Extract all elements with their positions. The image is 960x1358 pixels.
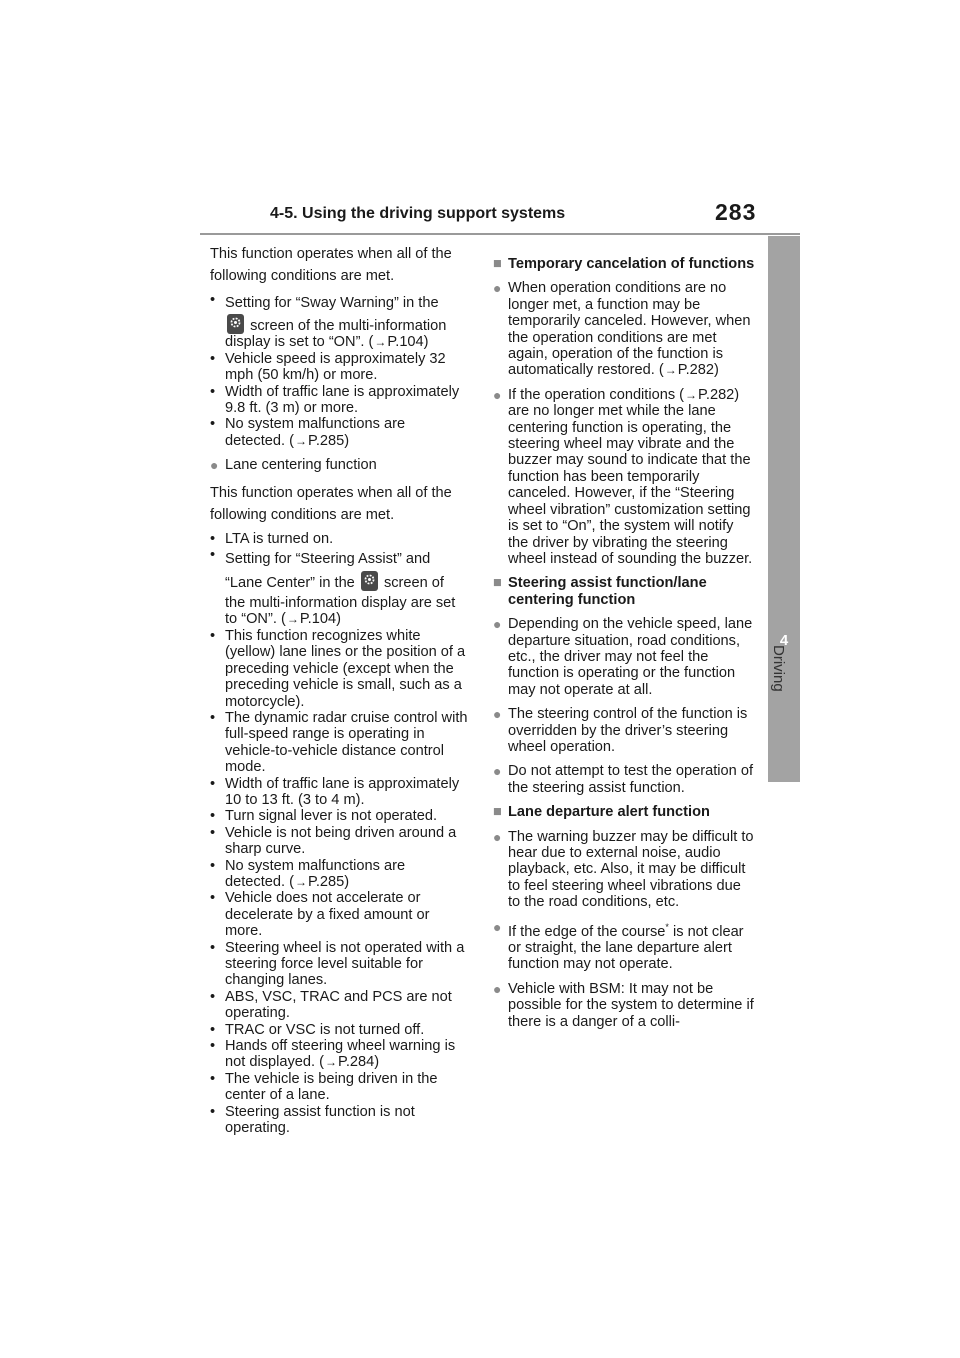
bullet-square-icon: ■ <box>493 256 502 272</box>
list-item: • This function recognizes white (yellow) lane lines or the position of a preceding vehicle (except when the preceding vehicle is small, such as a motorcycle). <box>210 627 466 710</box>
conditions-list-sway <box>210 292 468 449</box>
note-item: ● If the operation conditions (→P.282) are no longer met while the lane centering function is operating, the steering wheel may vibrate and the buzzer may sound to indicate that the function has been temporarily canceled. However, if the “Steering wheel vibration” customization setting is set to “On”, the system will notify the driver by vibrating the steering wheel instead of sounding the buzzer. <box>493 386 753 567</box>
list-item: • No system malfunctions are detected. (→P.285) <box>210 857 406 890</box>
list-item: • Width of traffic lane is approximately 10 to 13 ft. (3 to 4 m). <box>210 775 460 808</box>
heading-lane-departure-alert: ■ Lane departure alert function <box>493 804 710 821</box>
bullet-square-icon: ■ <box>493 575 502 592</box>
bullet-circle-icon: ● <box>493 280 502 297</box>
bullet-square-icon: ■ <box>493 804 502 821</box>
list-item: • Vehicle speed is approximately 32 mph (50 km/h) or more. <box>210 350 446 384</box>
list-item: • Setting for “Sway Warning” in the screen of the multi-information display is set to “ON”. (→P.104) <box>210 292 447 351</box>
footnote-asterisk: * <box>665 921 669 932</box>
gear-icon <box>361 571 378 591</box>
section-title: 4-5. Using the driving support systems <box>270 205 566 222</box>
bullet-circle-icon: ● <box>493 386 502 403</box>
note-item: ● Vehicle with BSM: It may not be possible for the system to determine if there is a danger of a colli- <box>493 980 754 1030</box>
bullet-circle-icon: ● <box>210 457 219 474</box>
left-column <box>210 243 468 1144</box>
list-item: • Vehicle is not being driven around a sharp curve. <box>210 824 457 858</box>
list-item: • Width of traffic lane is approximately 9.8 ft. (3 m) or more. <box>210 383 460 417</box>
bullet-circle-icon: ● <box>493 918 502 935</box>
header-rule <box>200 233 800 235</box>
list-item: • LTA is turned on. <box>210 530 334 547</box>
lane-centering-item: ● Lane centering function <box>210 457 377 474</box>
bullet-circle-icon: ● <box>493 980 502 997</box>
note-item: ● When operation conditions are no longer met, a function may be temporarily canceled. However, when the operation conditions are met again, operation of the function is automatically restored. (→P.282) <box>493 280 751 379</box>
page-header <box>200 199 800 235</box>
list-item: • TRAC or VSC is not turned off. <box>210 1021 425 1038</box>
list-item: • The dynamic radar cruise control with full-speed range is operating in vehicle-to-vehicle distance control mode. <box>210 709 468 776</box>
list-item: • Vehicle does not accelerate or decelerate by a fixed amount or more. <box>210 890 430 940</box>
list-item: • Steering assist function is not operating. <box>210 1103 415 1137</box>
list-item: • Hands off steering wheel warning is not displayed. (→P.284) <box>210 1038 456 1071</box>
bullet-circle-icon: ● <box>493 763 502 780</box>
page-number: 283 <box>715 199 757 225</box>
note-item: ● The steering control of the function is overridden by the driver’s steering wheel operation. <box>493 706 748 755</box>
chapter-tab <box>768 236 800 782</box>
conditions-list-lane <box>210 531 468 1137</box>
note-item: ● Do not attempt to test the operation of the steering assist function. <box>493 763 754 796</box>
chapter-label: Driving <box>770 645 787 692</box>
note-item: ● Depending on the vehicle speed, lane departure situation, road conditions, etc., the driver may not feel the function is operating or the function may not operate at all. <box>493 616 753 698</box>
list-item: • Setting for “Steering Assist” and “Lane Center” in the screen of the multi-information display are set to “ON”. (→P.104) <box>210 547 456 628</box>
gear-icon <box>227 314 244 334</box>
right-column <box>493 256 755 1038</box>
list-item: • Steering wheel is not operated with a steering force level suitable for changing lanes. <box>210 939 465 989</box>
intro-paragraph: This function operates when all of the following conditions are met. <box>210 246 452 284</box>
heading-temporary-cancelation: ■ Temporary cancelation of functions <box>493 256 755 272</box>
bullet-circle-icon: ● <box>493 616 502 633</box>
heading-steering-assist: ■ Steering assist function/lane centering function <box>493 575 707 608</box>
list-item: • Turn signal lever is not operated. <box>210 808 437 825</box>
intro-paragraph-2: This function operates when all of the following conditions are met. <box>210 484 452 523</box>
chapter-number: 4 <box>779 632 789 649</box>
bullet-circle-icon: ● <box>493 828 502 845</box>
bullet-circle-icon: ● <box>493 706 502 723</box>
list-item: • ABS, VSC, TRAC and PCS are not operating. <box>210 988 452 1022</box>
list-item: • The vehicle is being driven in the center of a lane. <box>210 1070 438 1104</box>
note-item: ● If the edge of the course* is not clear or straight, the lane departure alert function may not operate. <box>493 918 744 973</box>
list-item: • No system malfunctions are detected. (→P.285) <box>210 416 406 449</box>
note-item: ● The warning buzzer may be difficult to hear due to external noise, audio playback, etc. Also, it may be difficult to feel steering wheel vibrations due to the road conditions, etc. <box>493 828 754 911</box>
